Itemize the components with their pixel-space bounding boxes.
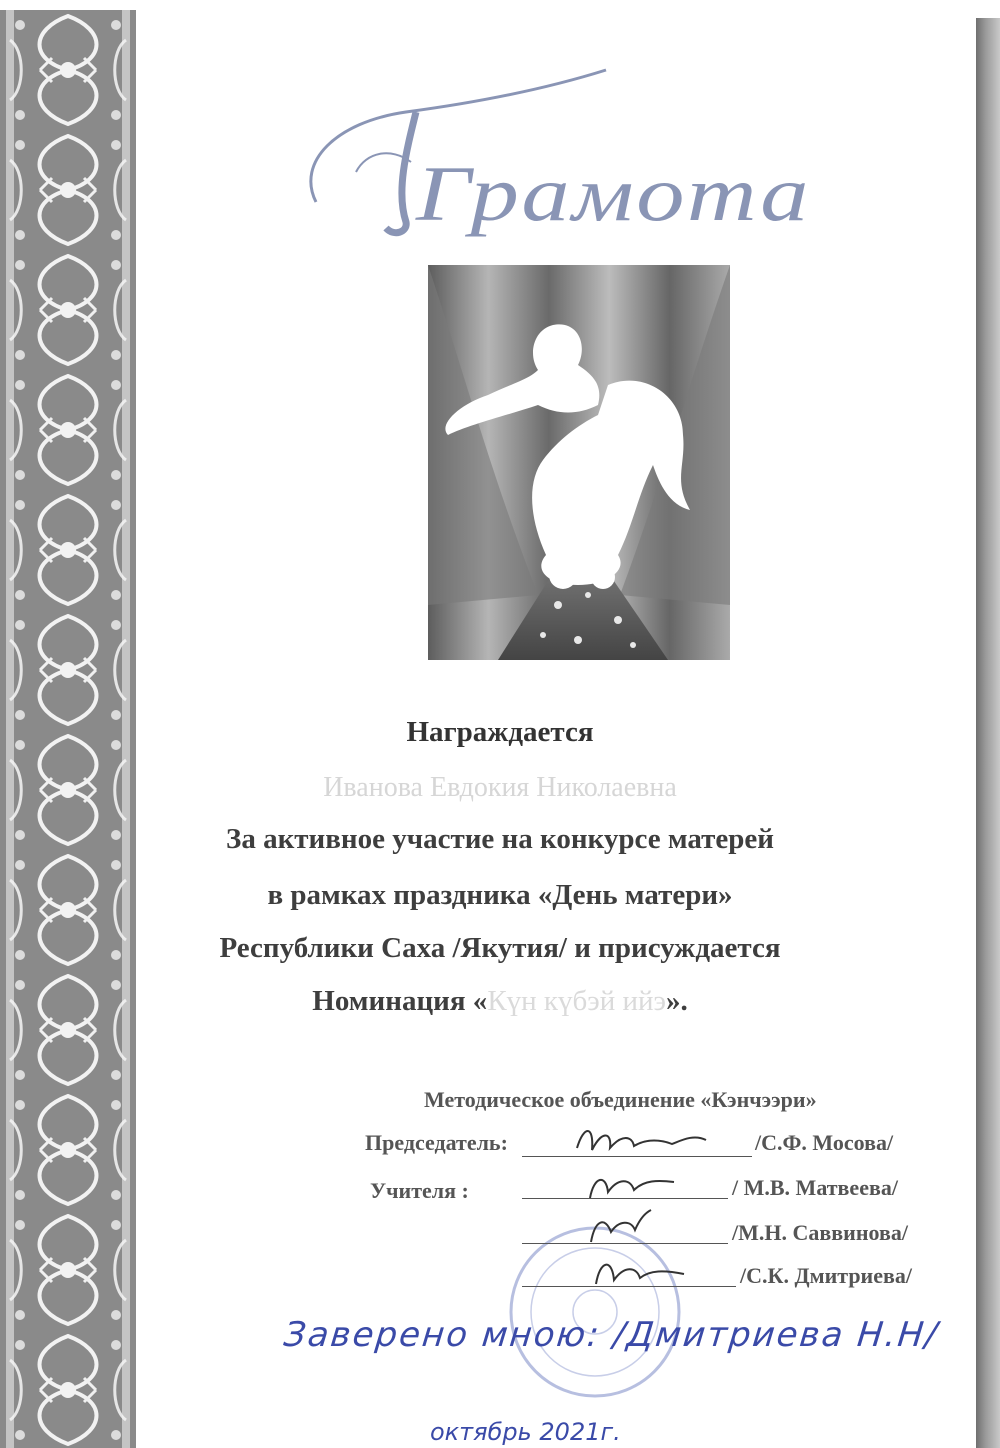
title-text: Грамота <box>414 150 811 237</box>
teacher-3-name: /С.К. Дмитриева/ <box>740 1263 912 1288</box>
teacher-1-signature <box>582 1168 682 1202</box>
chair-signature <box>572 1120 712 1158</box>
handwritten-date: октябрь 2021г. <box>430 1418 621 1446</box>
teachers-label: Учителя : <box>370 1178 469 1203</box>
chair-name: /С.Ф. Мосова/ <box>755 1130 894 1155</box>
nomination-suffix: ». <box>665 985 688 1017</box>
reason-line-2: в рамках праздника «День матери» <box>267 879 733 911</box>
chair-label: Председатель: <box>365 1130 508 1155</box>
handwritten-certification-note: Заверено мною: /Дмитриева Н.Н/ <box>281 1315 941 1355</box>
teacher-2-name: /М.Н. Саввинова/ <box>732 1220 908 1245</box>
nomination-line <box>0 985 1000 1018</box>
teacher-3-signature <box>590 1252 690 1290</box>
certificate-title <box>296 52 836 242</box>
nomination-name: Күн күбэй ийэ <box>487 985 666 1017</box>
awarded-heading: Награждается <box>406 716 594 748</box>
organization-name: Методическое объединение «Кэнчээри» <box>424 1087 817 1112</box>
teacher-1-name: / М.В. Матвеева/ <box>732 1175 898 1200</box>
reason-line-3: Республики Саха /Якутия/ и присуждается <box>219 932 781 964</box>
teacher-2-signature <box>585 1206 655 1250</box>
reason-line-1: За активное участие на конкурсе матерей <box>226 823 774 855</box>
mother-child-illustration <box>428 265 730 660</box>
nomination-prefix: Номинация « <box>312 985 488 1017</box>
recipient-name: Иванова Евдокия Николаевна <box>323 772 677 803</box>
